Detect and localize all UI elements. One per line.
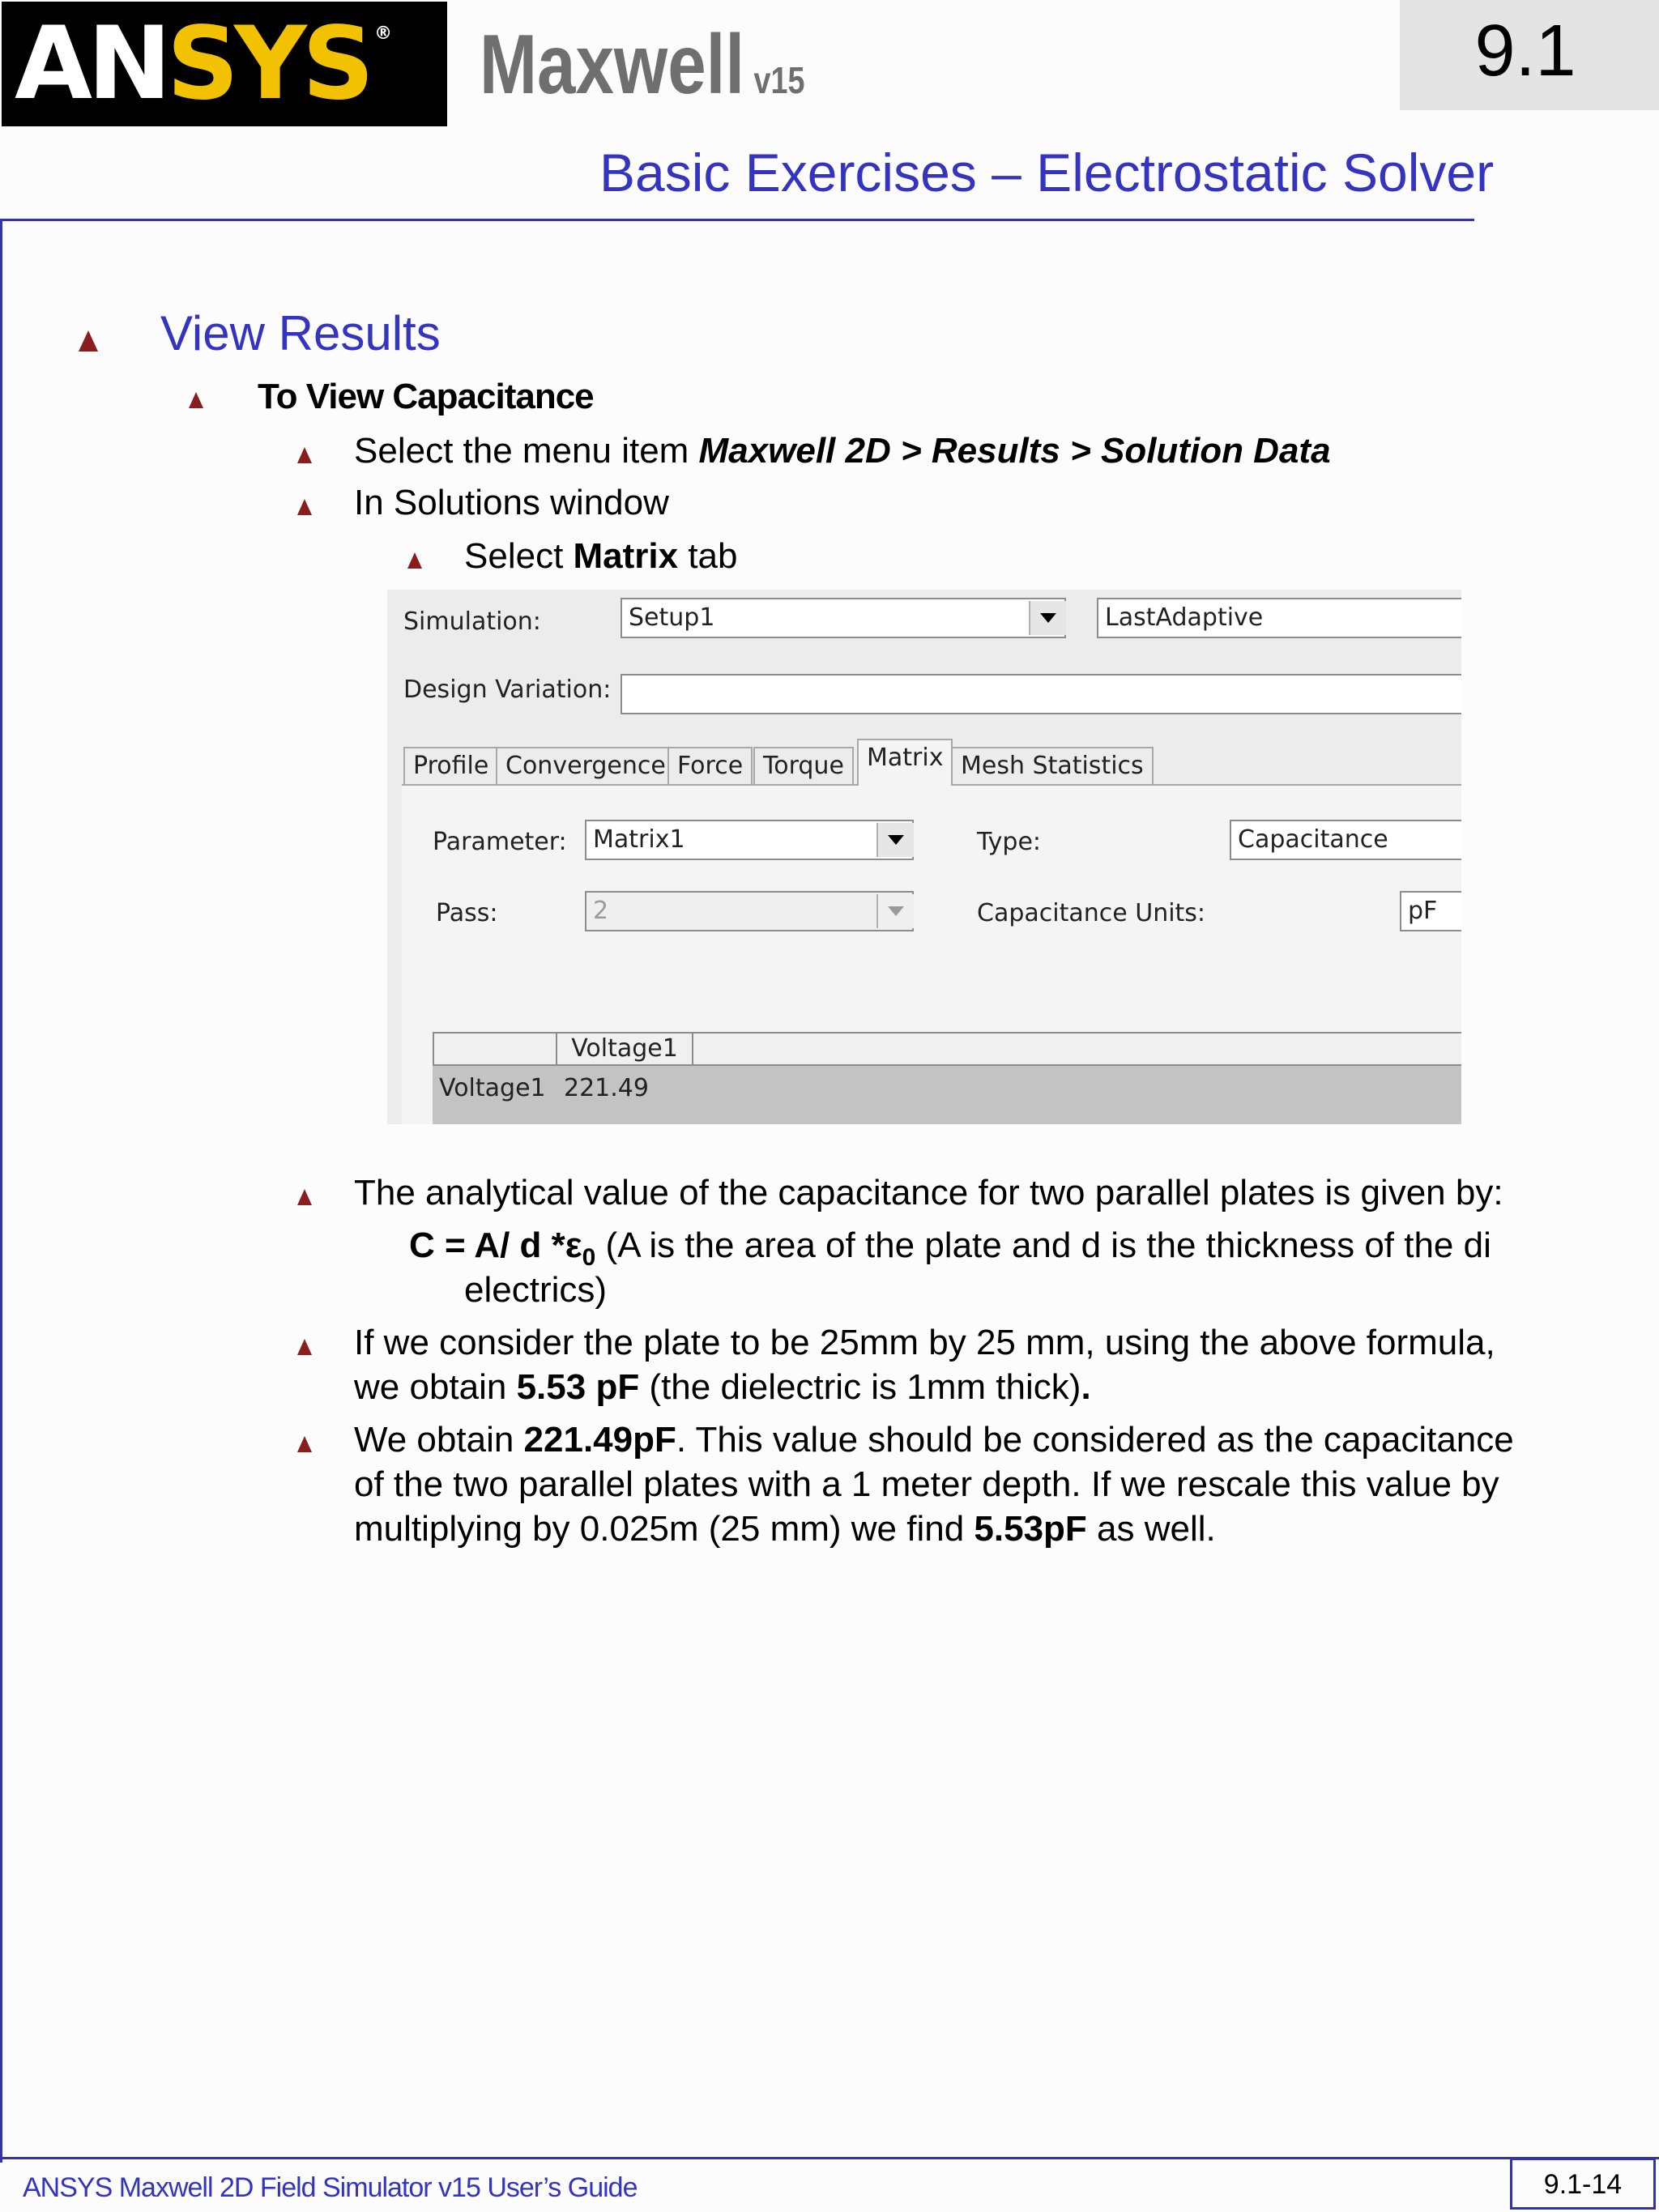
grid-column-header: Voltage1 — [556, 1032, 693, 1066]
para2-period: . — [1081, 1367, 1091, 1407]
parameter-dropdown[interactable] — [585, 820, 914, 860]
parameter-value: Matrix1 — [593, 825, 685, 854]
type-label: Type: — [977, 828, 1042, 856]
chapter-number: 9.1 — [1474, 11, 1576, 92]
design-variation-label: Design Variation: — [403, 676, 612, 704]
capacitance-units-label: Capacitance Units: — [977, 899, 1206, 927]
formula: C = A/ d *ε — [409, 1225, 582, 1265]
bullet-triangle-icon — [189, 392, 203, 408]
pass-value: 2 — [593, 897, 609, 925]
grid-row-header: Voltage1 — [439, 1074, 546, 1102]
menu-path: Maxwell 2D > Results > Solution Data — [698, 431, 1331, 471]
step-menu-item — [354, 433, 1331, 469]
section-title: Basic Exercises – Electrostatic Solver — [599, 143, 1495, 202]
paragraph-obtain-line3 — [354, 1511, 1216, 1547]
solutions-dialog-screenshot — [387, 590, 1461, 1124]
simulation-label: Simulation: — [403, 607, 541, 636]
formula-subscript: 0 — [582, 1243, 596, 1271]
parameter-label: Parameter: — [433, 828, 567, 856]
subheading-view-capacitance: To View Capacitance — [258, 377, 594, 416]
capacitance-units-field[interactable] — [1400, 891, 1461, 931]
tab-profile[interactable]: Profile — [403, 747, 498, 784]
product-name — [480, 18, 805, 112]
grid-cell-value[interactable]: 221.49 — [564, 1074, 649, 1102]
step-select-matrix — [464, 536, 738, 576]
pass-dropdown[interactable] — [585, 891, 914, 931]
chevron-down-icon — [1040, 613, 1056, 623]
page-number: 9.1-14 — [1510, 2158, 1656, 2210]
logo-wordmark — [15, 6, 393, 122]
left-rule — [0, 219, 2, 2163]
simulation-value: Setup1 — [629, 603, 715, 632]
header-rule — [0, 219, 1474, 221]
registered-mark: ® — [374, 23, 393, 44]
step-matrix-prefix: Select — [464, 536, 574, 576]
chevron-down-icon — [888, 906, 904, 916]
formula-explanation: (A is the area of the plate and d is the thickness of the di — [595, 1225, 1491, 1265]
product-title: Maxwell — [480, 18, 745, 112]
bullet-triangle-icon — [297, 1339, 312, 1355]
simulation-dropdown-button[interactable] — [1029, 601, 1066, 635]
solution-value: LastAdaptive — [1105, 603, 1264, 632]
para2-bold-value: 5.53 pF — [516, 1367, 640, 1407]
grid-corner-cell — [433, 1032, 557, 1066]
tab-torque[interactable]: Torque — [753, 747, 854, 784]
logo-an: AN — [15, 6, 167, 122]
tab-convergence[interactable]: Convergence — [496, 747, 676, 784]
para3-bold-value: 221.49pF — [523, 1420, 676, 1460]
bullet-triangle-icon — [297, 1189, 312, 1205]
design-variation-field[interactable] — [621, 674, 1461, 714]
step-matrix-bold: Matrix — [573, 536, 679, 576]
parameter-dropdown-button[interactable] — [876, 823, 914, 857]
heading-view-results: View Results — [160, 306, 441, 360]
paragraph-obtain-line2: of the two parallel plates with a 1 meter depth. If we rescale this value by — [354, 1464, 1499, 1504]
footer-rule — [0, 2157, 1659, 2159]
tab-matrix[interactable]: Matrix — [857, 739, 953, 786]
bullet-triangle-icon — [79, 330, 98, 352]
para3-prefix: We obtain — [354, 1420, 524, 1460]
step-solutions-window: In Solutions window — [354, 483, 669, 522]
bullet-triangle-icon — [297, 447, 312, 463]
para3-suffix: . This value should be considered as the capacitance — [676, 1420, 1514, 1460]
para2-prefix: we obtain — [354, 1367, 517, 1407]
product-version: v15 — [753, 59, 805, 101]
step-menu-prefix: Select the menu item — [354, 431, 699, 471]
capacitance-units-value: pF — [1408, 897, 1438, 925]
formula-explanation-continued: electrics) — [464, 1270, 608, 1310]
type-value: Capacitance — [1238, 825, 1388, 854]
footer-guide-title: ANSYS Maxwell 2D Field Simulator v15 User’s Guide — [23, 2172, 638, 2203]
solution-dropdown[interactable] — [1097, 598, 1461, 638]
logo-sys: SYS — [166, 6, 370, 122]
pass-dropdown-button[interactable] — [876, 894, 914, 928]
paragraph-consider-plate-line2 — [354, 1367, 1091, 1407]
pass-label: Pass: — [436, 899, 498, 927]
formula-line — [409, 1225, 1491, 1271]
paragraph-analytical-value: The analytical value of the capacitance for two parallel plates is given by: — [354, 1173, 1503, 1213]
para2-suffix: (the dielectric is 1mm thick) — [639, 1367, 1081, 1407]
paragraph-consider-plate-line1: If we consider the plate to be 25mm by 25 mm, using the above formula, — [354, 1323, 1495, 1362]
simulation-dropdown[interactable] — [621, 598, 1066, 638]
para3-line3-prefix: multiplying by 0.025m (25 mm) we find — [354, 1509, 975, 1549]
bullet-triangle-icon — [407, 552, 422, 569]
paragraph-obtain-line1 — [354, 1422, 1514, 1458]
bullet-triangle-icon — [297, 499, 312, 515]
para3-line3-suffix: as well. — [1086, 1509, 1216, 1549]
step-matrix-suffix: tab — [678, 536, 738, 576]
ansys-logo — [2, 2, 447, 126]
bullet-triangle-icon — [297, 1436, 312, 1452]
grid-header-filler — [692, 1032, 1461, 1066]
type-field[interactable] — [1230, 820, 1461, 860]
chevron-down-icon — [888, 835, 904, 845]
tab-mesh-statistics[interactable]: Mesh Statistics — [951, 747, 1154, 784]
para3-line3-bold: 5.53pF — [974, 1509, 1087, 1549]
tab-force[interactable]: Force — [667, 747, 753, 784]
